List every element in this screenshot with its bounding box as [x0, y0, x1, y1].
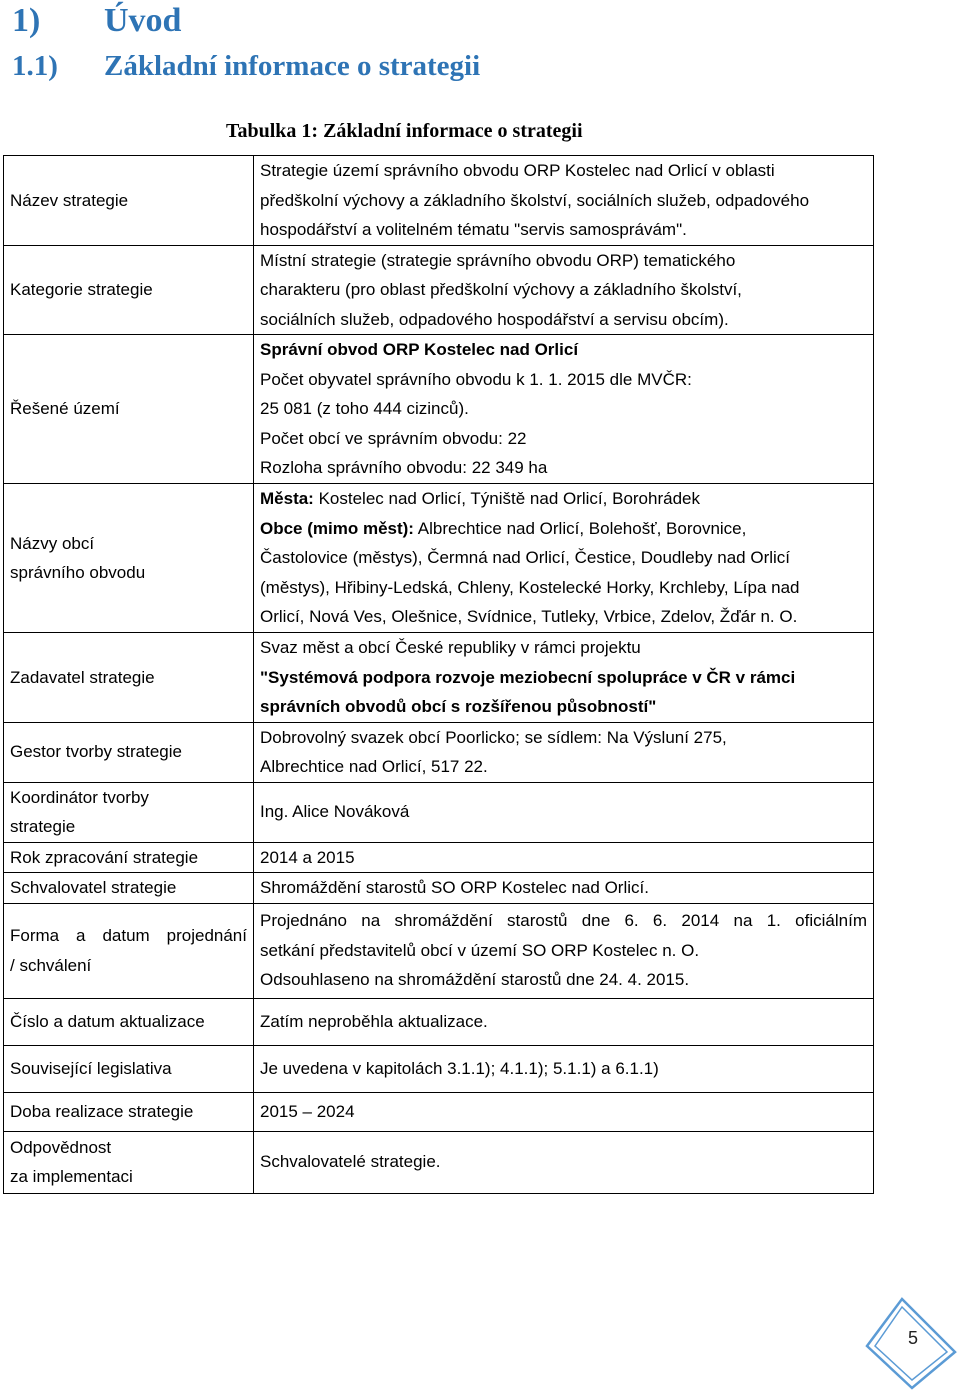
table-row-cislo [4, 998, 874, 1045]
label-kategorie: Kategorie strategie [4, 245, 254, 335]
mesta-value: Kostelec nad Orlicí, Týniště nad Orlicí, Borohrádek [313, 489, 700, 509]
table-row-rok [4, 842, 874, 873]
label-line: Koordinátor tvorby [10, 787, 149, 807]
value-line: (městys), Hřibiny-Ledská, Chleny, Kostelecké Horky, Krchleby, Lípa nad [260, 577, 800, 597]
mesta-label: Města: [260, 489, 314, 509]
table-row-gestor [4, 722, 874, 782]
table-row-forma [4, 903, 874, 998]
value-gestor [254, 722, 874, 782]
value-obce [254, 484, 874, 633]
table-row-schvalovatel [4, 873, 874, 904]
label-line: Názvy obcí [10, 533, 95, 553]
label-forma [4, 903, 254, 998]
label-koordinator [4, 782, 254, 842]
value-line: Rozloha správního obvodu: 22 349 ha [260, 458, 548, 478]
value-line: Dobrovolný svazek obcí Poorlicko; se sídlem: Na Výsluní 275, [260, 727, 727, 747]
table-row-obce [4, 484, 874, 633]
label-line: Forma a datum projednání [10, 926, 247, 945]
heading-level-2 [12, 50, 480, 83]
value-line: sociálních služeb, odpadového hospodářství a servisu obcím). [260, 309, 729, 329]
value-koordinator: Ing. Alice Nováková [254, 782, 874, 842]
table-caption: Tabulka 1: Základní informace o strategii [226, 120, 583, 142]
obce-label: Obce (mimo měst): [260, 518, 414, 538]
value-line: Orlicí, Nová Ves, Olešnice, Svídnice, Tutleky, Vrbice, Zdelov, Žďár n. O. [260, 607, 798, 627]
value-line: Projednáno na shromáždění starostů dne 6. 6. 2014 na 1. oficiálním [260, 911, 867, 931]
value-kategorie [254, 245, 874, 335]
label-line: / schválení [10, 955, 92, 975]
page-number: 5 [907, 1328, 918, 1348]
table-row-legislativa [4, 1045, 874, 1092]
value-line: 25 081 (z toho 444 cizinců). [260, 399, 469, 419]
heading-2-number: 1.1) [12, 50, 58, 82]
value-line: "Systémová podpora rozvoje meziobecní spolupráce v ČR v rámci [260, 667, 796, 687]
value-line: Místní strategie (strategie správního obvodu ORP) tematického [260, 250, 736, 270]
label-gestor: Gestor tvorby strategie [4, 722, 254, 782]
value-line: hospodářství a volitelném tématu "servis samosprávám". [260, 220, 687, 239]
label-odpovednost [4, 1131, 254, 1193]
heading-2-text: Základní informace o strategii [104, 50, 481, 82]
label-uzemi: Řešené území [4, 335, 254, 484]
label-line: za implementaci [10, 1167, 133, 1186]
label-zadavatel: Zadavatel strategie [4, 633, 254, 723]
value-line: Odsouhlaseno na shromáždění starostů dne 24. 4. 2015. [260, 970, 690, 990]
value-line: správních obvodů obcí s rozšířenou působností" [260, 697, 657, 716]
table-row-zadavatel [4, 633, 874, 723]
value-line: Strategie území správního obvodu ORP Kostelec nad Orlicí v oblasti [260, 161, 775, 180]
value-nazev [254, 156, 874, 246]
value-line: charakteru (pro oblast předškolní výchovy a základního školství, [260, 280, 742, 299]
table-row-kategorie [4, 245, 874, 335]
value-doba: 2015 – 2024 [254, 1092, 874, 1131]
value-forma [254, 903, 874, 998]
value-line: Počet obcí ve správním obvodu: 22 [260, 428, 527, 448]
strategy-info-table [3, 155, 874, 1194]
value-rok: 2014 a 2015 [254, 842, 874, 873]
label-cislo: Číslo a datum aktualizace [4, 998, 254, 1045]
uzemi-title: Správní obvod ORP Kostelec nad Orlicí [260, 340, 579, 360]
label-line: správního obvodu [10, 563, 146, 582]
mesta-line [260, 484, 867, 514]
value-zadavatel [254, 633, 874, 723]
label-obce [4, 484, 254, 633]
heading-level-1 [12, 2, 181, 40]
label-schvalovatel: Schvalovatel strategie [4, 873, 254, 904]
table-row-uzemi [4, 335, 874, 484]
value-legislativa: Je uvedena v kapitolách 3.1.1); 4.1.1); 5.1.1) a 6.1.1) [254, 1045, 874, 1092]
value-cislo: Zatím neproběhla aktualizace. [254, 998, 874, 1045]
value-line: Počet obyvatel správního obvodu k 1. 1. 2015 dle MVČR: [260, 369, 692, 389]
value-schvalovatel: Shromáždění starostů SO ORP Kostelec nad Orlicí. [254, 873, 874, 904]
label-line: strategie [10, 817, 76, 836]
label-nazev: Název strategie [4, 156, 254, 246]
value-uzemi [254, 335, 874, 484]
label-legislativa: Související legislativa [4, 1045, 254, 1092]
table-row-nazev [4, 156, 874, 246]
value-line: setkání představitelů obcí v území SO ORP Kostelec n. O. [260, 940, 700, 960]
label-rok: Rok zpracování strategie [4, 842, 254, 873]
value-line: Albrechtice nad Orlicí, 517 22. [260, 757, 488, 776]
label-line: Odpovědnost [10, 1137, 112, 1157]
label-doba: Doba realizace strategie [4, 1092, 254, 1131]
value-line: předškolní výchovy a základního školství, sociálních služeb, odpadového [260, 190, 810, 210]
table-row-doba [4, 1092, 874, 1131]
table-row-koordinator [4, 782, 874, 842]
value-line: Častolovice (městys), Čermná nad Orlicí, Čestice, Doudleby nad Orlicí [260, 548, 791, 568]
value-line: Svaz měst a obcí České republiky v rámci projektu [260, 638, 641, 657]
heading-1-number: 1) [12, 2, 41, 39]
obce-value: Albrechtice nad Orlicí, Bolehošť, Borovnice, [413, 518, 747, 538]
obce-line [260, 514, 867, 544]
table-row-odpovednost [4, 1131, 874, 1193]
heading-1-text: Úvod [104, 2, 182, 39]
value-odpovednost: Schvalovatelé strategie. [254, 1131, 874, 1193]
